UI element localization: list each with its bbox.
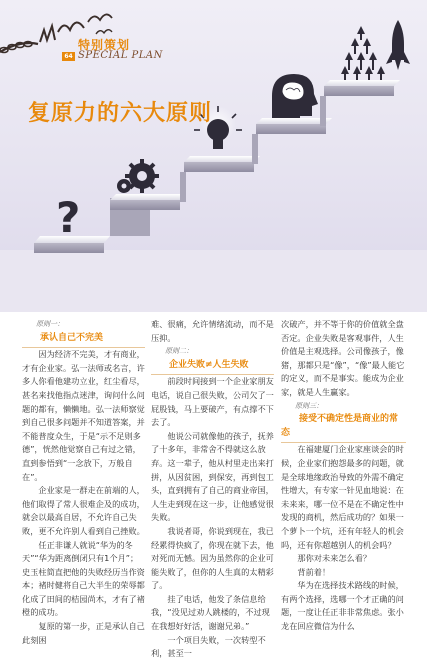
section-label: 原则三： [295, 401, 323, 410]
column-name-en: SPECIAL PLAN [78, 50, 163, 61]
section-title: 企业失败≠人生失败 [151, 359, 274, 376]
brain-icon [272, 74, 318, 118]
paragraph: 我说者哥，你说到现在，我已经累得快疯了，你现在就下去，他对死而无憾。因为虽然你的企业可能失败了，但你的人生真的太精彩了。 [151, 525, 274, 591]
section-title: 承认自己不完美 [22, 332, 145, 349]
article-headline: 复原力的六大原则 [28, 101, 213, 126]
paragraph: 在福建厦门企业家座谈会的时候，企业家们抱怨最多的问题，就是全球地缘政治导致的外需不确定性增大，有专家一针见血地说：在未来来，哪一位不是在不确定性中发现的商机，然后成功的？如果一个萝卜一个坑，还有年轻人的机会吗，还有你超越别人的机会吗？ [281, 444, 404, 550]
paragraph: 他说公司就像他的孩子，抚养了十多年，非常舍不得就这么放弃。这一辈子，他从村里走出来打拼，从因贫困，到保安，再到包工头，直到拥有了自己的商业帝国，人生走到现在这一步，让他感觉很失败。 [151, 430, 274, 523]
staircase-illustration [0, 0, 427, 312]
hero-illustration [0, 0, 427, 312]
question-mark-icon [56, 193, 80, 242]
paragraph: 背前着！ [297, 566, 331, 577]
column-name-cn: 特别策划 [78, 38, 131, 52]
arrows-up-icon [341, 26, 385, 80]
svg-text:?: ? [56, 193, 81, 242]
paragraph: 挂了电话，他发了条信息给我，“没见过劝人跳楼的，不过现在我想好好活，谢谢兄弟。” [151, 593, 270, 632]
paragraph: 任正非谦人就说“华为的冬天”“华为距离倒闭只有1个月”；史玉柱简直把他的失败经历当作资本；褚时健将自己大半生的荣辱都化成了田间的桔园尚木，才有了褚橙的成功。 [22, 539, 145, 618]
issue-number: 64 [62, 52, 75, 61]
paragraph: 复原的第一步，正是承认自己此刻困 [22, 621, 145, 645]
paragraph: 华为在选择技术路线的时候，有两个选择，选哪一个才正确的问题，一度让任正非非常焦虑。张小龙在回应微信为什么 [281, 580, 404, 632]
text-column-3 [281, 318, 406, 634]
section-label: 原则一： [36, 320, 64, 328]
rocket-icon [386, 20, 410, 70]
paragraph: 前段时间接到一个企业家朋友电话，说自己很失败，公司欠了一屁股钱，马上要破产，有点撑不下去了。 [151, 376, 274, 428]
paragraph: 一个项目失败，一次转型不利，甚至一 [151, 634, 266, 659]
paragraph: 难、很痛，允许情绪流动，而不是压抑。 [151, 319, 274, 343]
paragraph: 次破产，并不等于你的价值就全盘否定。企业失败是客观事件，人生价值是主观选择。公司像孩子，像猪，那都只是“像”，“像”最人能它的定义，而不是事实。能成为企业家，就是人生赢家。 [281, 319, 405, 397]
paragraph: 因为经济不完美，才有商业，才有企业家。弘一法师或名言，许多人你看他建功立业，红尘看尽，甚名来找他指点迷津，询问什么问题的都有，懒懒地。弘一法师察觉到自己很多问题并不知道答案，并不能普度众生，于是“示不足则多德”，恍然他觉察自己有过之错，直到参悟到“一念放下，万般自在”。 [22, 349, 145, 482]
paragraph: 那你对未来怎么看？ [297, 553, 372, 564]
section-title: 接受不确定性是商业的常态 [281, 413, 406, 443]
text-column-1 [22, 318, 145, 647]
text-column-2 [151, 318, 274, 661]
section-label: 原则二： [165, 347, 193, 356]
gears-icon [117, 159, 159, 193]
paragraph: 企业家是一群走在前端的人，他们取得了常人很难企及的成功，就会以最高自居，不允许自己失败，更不允许别人看到自己挫败。 [22, 485, 145, 536]
